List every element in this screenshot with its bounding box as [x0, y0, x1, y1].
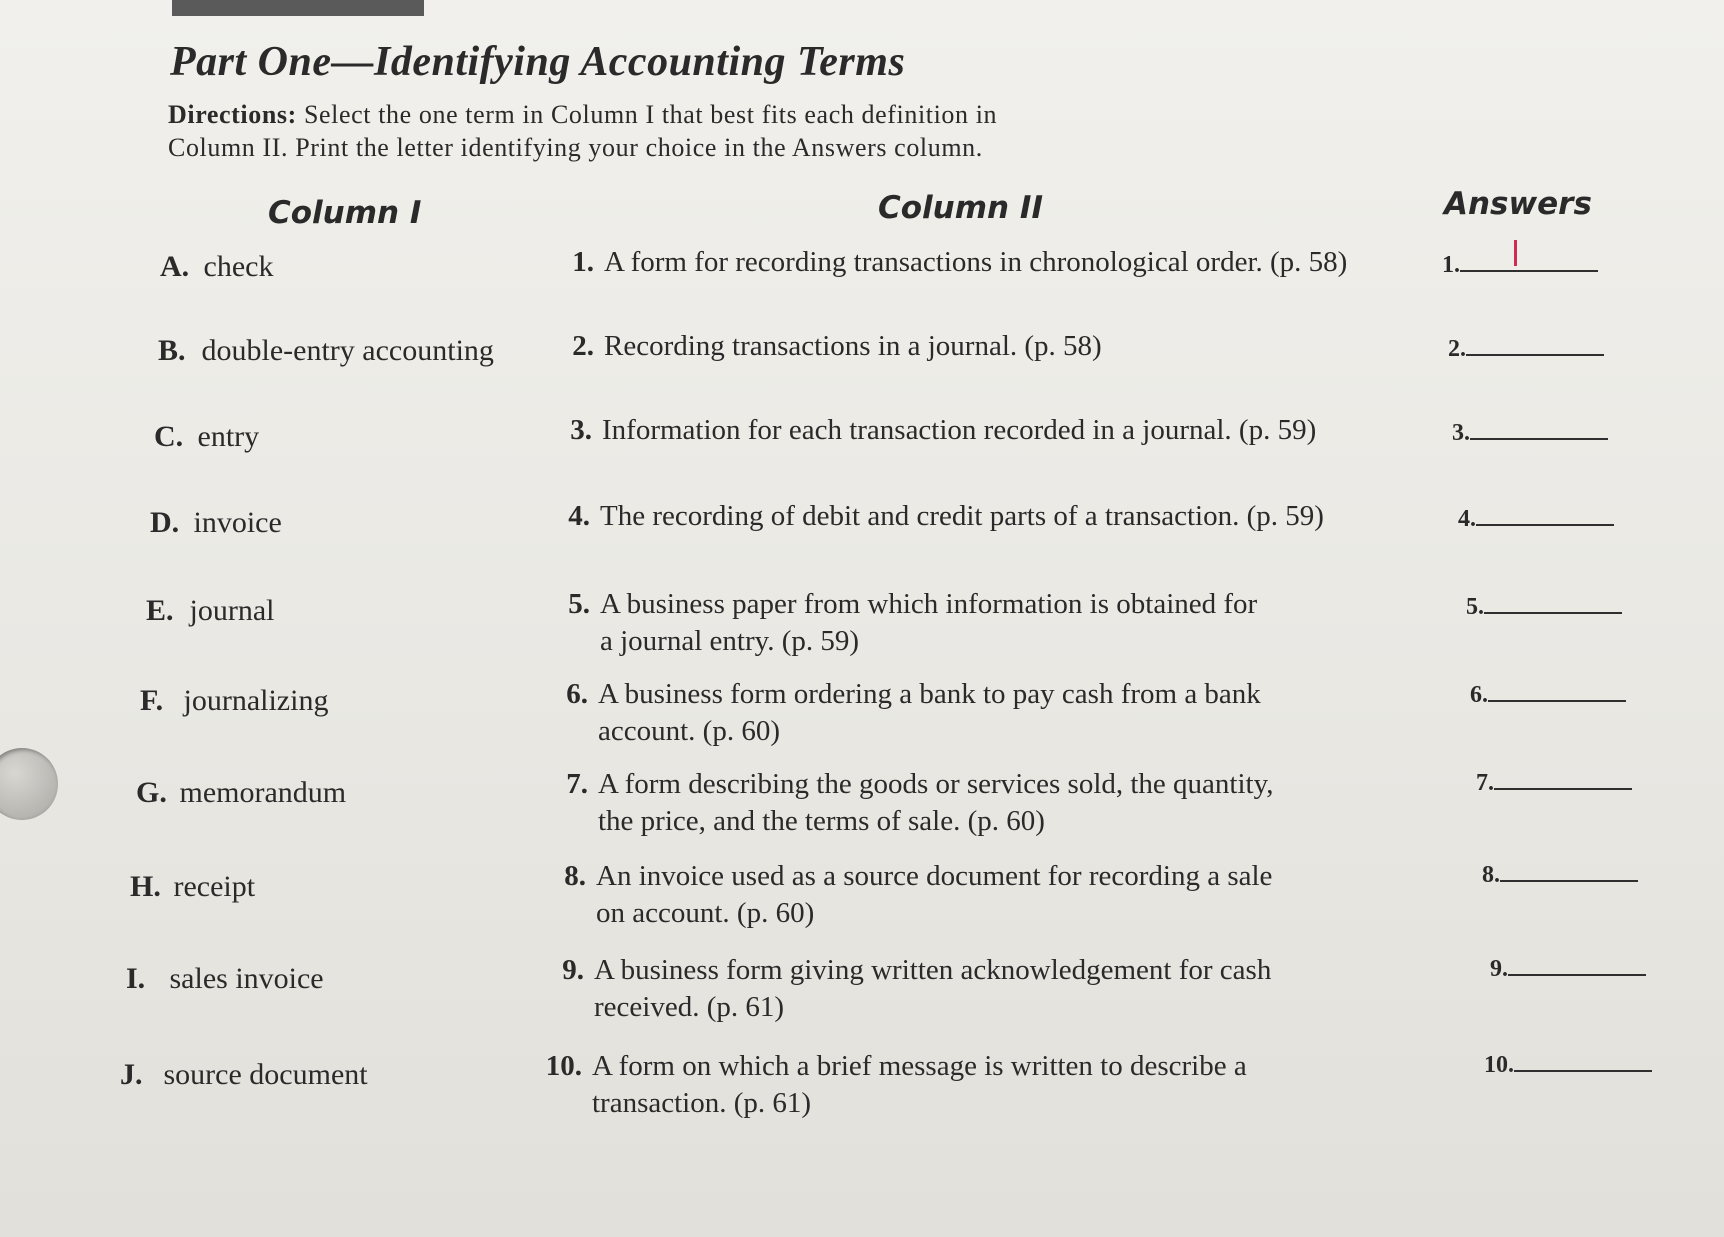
definition-text: Recording transactions in a journal. (p. 58) [604, 330, 1102, 362]
answer-number: 2. [1448, 336, 1466, 362]
definition-text-continued: on account. (p. 60) [596, 897, 815, 929]
answer-blank[interactable] [1494, 764, 1632, 790]
definition-text: A form describing the goods or services sold, the quantity, [598, 768, 1274, 800]
term-h [130, 870, 255, 904]
answer-blank[interactable] [1470, 414, 1608, 440]
definition-number: 1. [572, 246, 594, 278]
term-letter: J. [120, 1058, 143, 1091]
definition-text-continued: account. (p. 60) [598, 715, 780, 747]
definition-2 [556, 328, 1102, 365]
answer-6 [1470, 676, 1626, 709]
definition-number: 8. [564, 860, 586, 892]
term-letter: D. [150, 506, 180, 539]
answer-blank[interactable] [1476, 500, 1614, 526]
definition-8 [548, 858, 1272, 932]
directions-lead: Directions: [168, 100, 297, 129]
term-letter: B. [158, 334, 186, 367]
term-letter: E. [146, 594, 174, 627]
answer-number: 7. [1476, 770, 1494, 796]
term-d [150, 506, 282, 540]
definition-text-continued: a journal entry. (p. 59) [600, 625, 860, 657]
term-text: entry [197, 420, 260, 453]
directions-line-1 [168, 98, 1208, 131]
definition-number: 2. [572, 330, 594, 362]
definition-text: A business form ordering a bank to pay cash from a bank [598, 678, 1261, 710]
definition-number: 7. [566, 768, 588, 800]
term-text: journal [189, 594, 275, 627]
answer-number: 5. [1466, 594, 1484, 620]
term-a [160, 250, 273, 284]
answer-4 [1458, 500, 1614, 533]
answer-7 [1476, 764, 1632, 797]
definition-5 [552, 586, 1257, 660]
answers-header: Answers [1444, 186, 1592, 222]
answer-blank[interactable] [1484, 588, 1622, 614]
term-text: receipt [173, 870, 256, 903]
definition-text: A business form giving written acknowledgement for cash [594, 954, 1272, 986]
definition-text: A form on which a brief message is written to describe a [592, 1050, 1247, 1082]
answer-9 [1490, 950, 1646, 983]
top-edge-bar [172, 0, 424, 16]
term-text: invoice [193, 506, 282, 539]
answer-blank[interactable] [1508, 950, 1646, 976]
definition-7 [550, 766, 1273, 840]
definition-4 [552, 498, 1324, 535]
answer-blank[interactable] [1488, 676, 1626, 702]
answer-blank[interactable] [1466, 330, 1604, 356]
column-1-header: Column I [268, 195, 422, 231]
definition-3 [554, 412, 1316, 449]
term-text: source document [163, 1058, 368, 1091]
definition-text: Information for each transaction recorded in a journal. (p. 59) [602, 414, 1317, 446]
column-2-header: Column II [878, 190, 1043, 226]
term-letter: C. [154, 420, 184, 453]
answer-8 [1482, 856, 1638, 889]
binder-hole [0, 748, 58, 820]
answer-number: 6. [1470, 682, 1488, 708]
term-b [158, 334, 494, 368]
answer-2 [1448, 330, 1604, 363]
page-title: Part One—Identifying Accounting Terms [170, 39, 906, 85]
answer-number: 4. [1458, 506, 1476, 532]
term-f [140, 684, 328, 718]
definition-6 [550, 676, 1261, 750]
answer-number: 9. [1490, 956, 1508, 982]
term-g [136, 776, 346, 810]
definition-1 [556, 244, 1347, 281]
definition-number: 10. [545, 1050, 582, 1082]
pen-mark [1514, 240, 1517, 266]
definition-text: A business paper from which information is obtained for [600, 588, 1258, 620]
definition-number: 3. [570, 414, 592, 446]
answer-10 [1484, 1046, 1652, 1079]
answer-5 [1466, 588, 1622, 621]
answer-blank[interactable] [1514, 1046, 1652, 1072]
term-letter: H. [130, 870, 161, 903]
definition-text: A form for recording transactions in chronological order. (p. 58) [604, 246, 1348, 278]
term-j [120, 1058, 368, 1092]
definition-text-continued: the price, and the terms of sale. (p. 60) [598, 805, 1045, 837]
answer-1 [1442, 246, 1598, 279]
term-text: journalizing [183, 684, 329, 717]
definition-number: 6. [566, 678, 588, 710]
definition-number: 5. [568, 588, 590, 620]
answer-blank[interactable] [1500, 856, 1638, 882]
definition-text-continued: transaction. (p. 61) [592, 1087, 812, 1119]
term-letter: F. [140, 684, 164, 717]
answer-blank[interactable] [1460, 246, 1598, 272]
answer-number: 1. [1442, 252, 1460, 278]
term-text: memorandum [179, 776, 347, 809]
answer-number: 8. [1482, 862, 1500, 888]
definition-text: The recording of debit and credit parts of a transaction. (p. 59) [600, 500, 1324, 532]
definition-number: 4. [568, 500, 590, 532]
term-i [126, 962, 324, 996]
term-letter: G. [136, 776, 167, 809]
directions-line-2: Column II. Print the letter identifying your choice in the Answers column. [168, 133, 983, 162]
answer-number: 10. [1484, 1052, 1514, 1078]
definition-number: 9. [562, 954, 584, 986]
term-text: sales invoice [169, 962, 324, 995]
term-letter: A. [160, 250, 190, 283]
directions [168, 98, 1208, 164]
term-e [146, 594, 274, 628]
term-letter: I. [126, 962, 146, 995]
definition-text-continued: received. (p. 61) [594, 991, 785, 1023]
term-c [154, 420, 259, 454]
answer-number: 3. [1452, 420, 1470, 446]
definition-9 [546, 952, 1271, 1026]
term-text: check [203, 250, 274, 283]
directions-line-1-text: Select the one term in Column I that best fits each definition in [296, 100, 998, 129]
definition-text: An invoice used as a source document for recording a sale [596, 860, 1273, 892]
definition-10 [544, 1048, 1247, 1122]
term-text: double-entry accounting [201, 334, 494, 367]
answer-3 [1452, 414, 1608, 447]
